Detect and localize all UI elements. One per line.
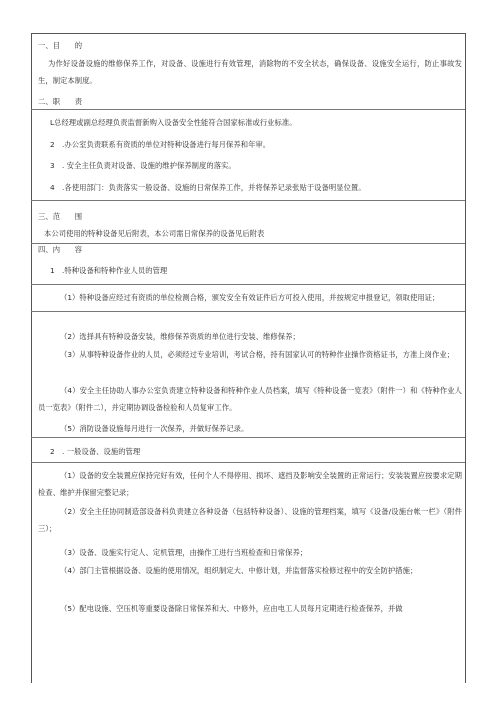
- content-item: （4）部门主管根据设备、设施的使用情况，组织制定大、中修计划，并监督落实检修过程中的安全防护措施；: [60, 566, 418, 575]
- content-item: （3）设备、设施实行定人、定机管理，由操作工进行当班检查和日常保养；: [60, 548, 308, 557]
- content-item: （1）设备的安全装置应保持完好有效，任何个人不得停用、损坏、遮挡及影响安全装置的正常运行；安装装置应按要求定期检查、维护并保留完整记录；: [38, 471, 462, 497]
- divider: [31, 437, 465, 438]
- subsection-title: 1 .特种设备和特种作业人员的管理: [50, 266, 168, 275]
- section-heading-purpose: 一、目 的: [38, 41, 83, 50]
- duty-item: 2 .办公室负责联系有资质的单位对特种设备进行每月保养和年审。: [50, 140, 271, 149]
- divider: [31, 462, 465, 463]
- purpose-text: 为作好设备设施的维修保养工作，对设备、设施进行有效管理，消除物的不安全状态，确保设备、设施安全运行，防止事故发生，制定本制度。: [38, 59, 462, 85]
- section-heading-content: 四、内 容: [38, 245, 83, 254]
- section-heading-scope: 三、范 围: [38, 212, 83, 221]
- content-item: （5）配电设施、空压机等重要设备除日常保养和大、中修外，应由电工人员每月定期进行检查保养，并做: [60, 604, 403, 613]
- divider: [31, 200, 465, 201]
- duty-item: 3 . 安全主任负责对设备、设施的维护保养制度的落实。: [50, 161, 236, 170]
- content-item: （2）选择具有特种设备安装，维修保养资质的单位进行安装、维修保养；: [60, 332, 300, 341]
- divider: [31, 284, 465, 285]
- content-item: （2）安全主任协同制造部设备科负责建立各种设备（包括特种设备）、设施的管理档案，填写《设备/设施台帐一栏》（附件三）；: [38, 507, 462, 533]
- subsection-title: 2 . 一般设备、设施的管理: [50, 447, 141, 456]
- content-item: （1）特种设备应经过有资质的单位检测合格，颁发安全有效证件后方可投入使用，并按规定申报登记，领取使用证；: [60, 293, 440, 302]
- content-item: （3）从事特种设备作业的人员，必须经过专业培训，考试合格，持有国家认可的特种作业操作资格证书，方准上岗作业；: [60, 350, 455, 359]
- content-item: （5）消防设备设施每月进行一次保养，并做好保养记录。: [60, 424, 249, 433]
- divider: [31, 109, 465, 110]
- content-item: （4）安全主任协助人事办公室负责建立特种设备和特种作业人员档案，填写《特种设备一览表》（附件一）和《特种作业人员一览表》（附件二），并定期协调设备检验和人员复审工作。: [38, 386, 462, 412]
- duty-item: L总经理或副总经理负责监督新购入设备安全性能符合国家标准或行业标准。: [50, 118, 297, 127]
- divider: [31, 311, 465, 312]
- scope-text: 本公司使用的特种设备见后附表，本公司需日常保养的设备见后附表: [44, 229, 265, 238]
- duty-item: 4 .各使用部门：负责落实一般设备、设施的日常保养工作，并将保养记录张贴于设备明显位置。: [50, 183, 366, 192]
- section-heading-duties: 二、职 责: [38, 97, 83, 106]
